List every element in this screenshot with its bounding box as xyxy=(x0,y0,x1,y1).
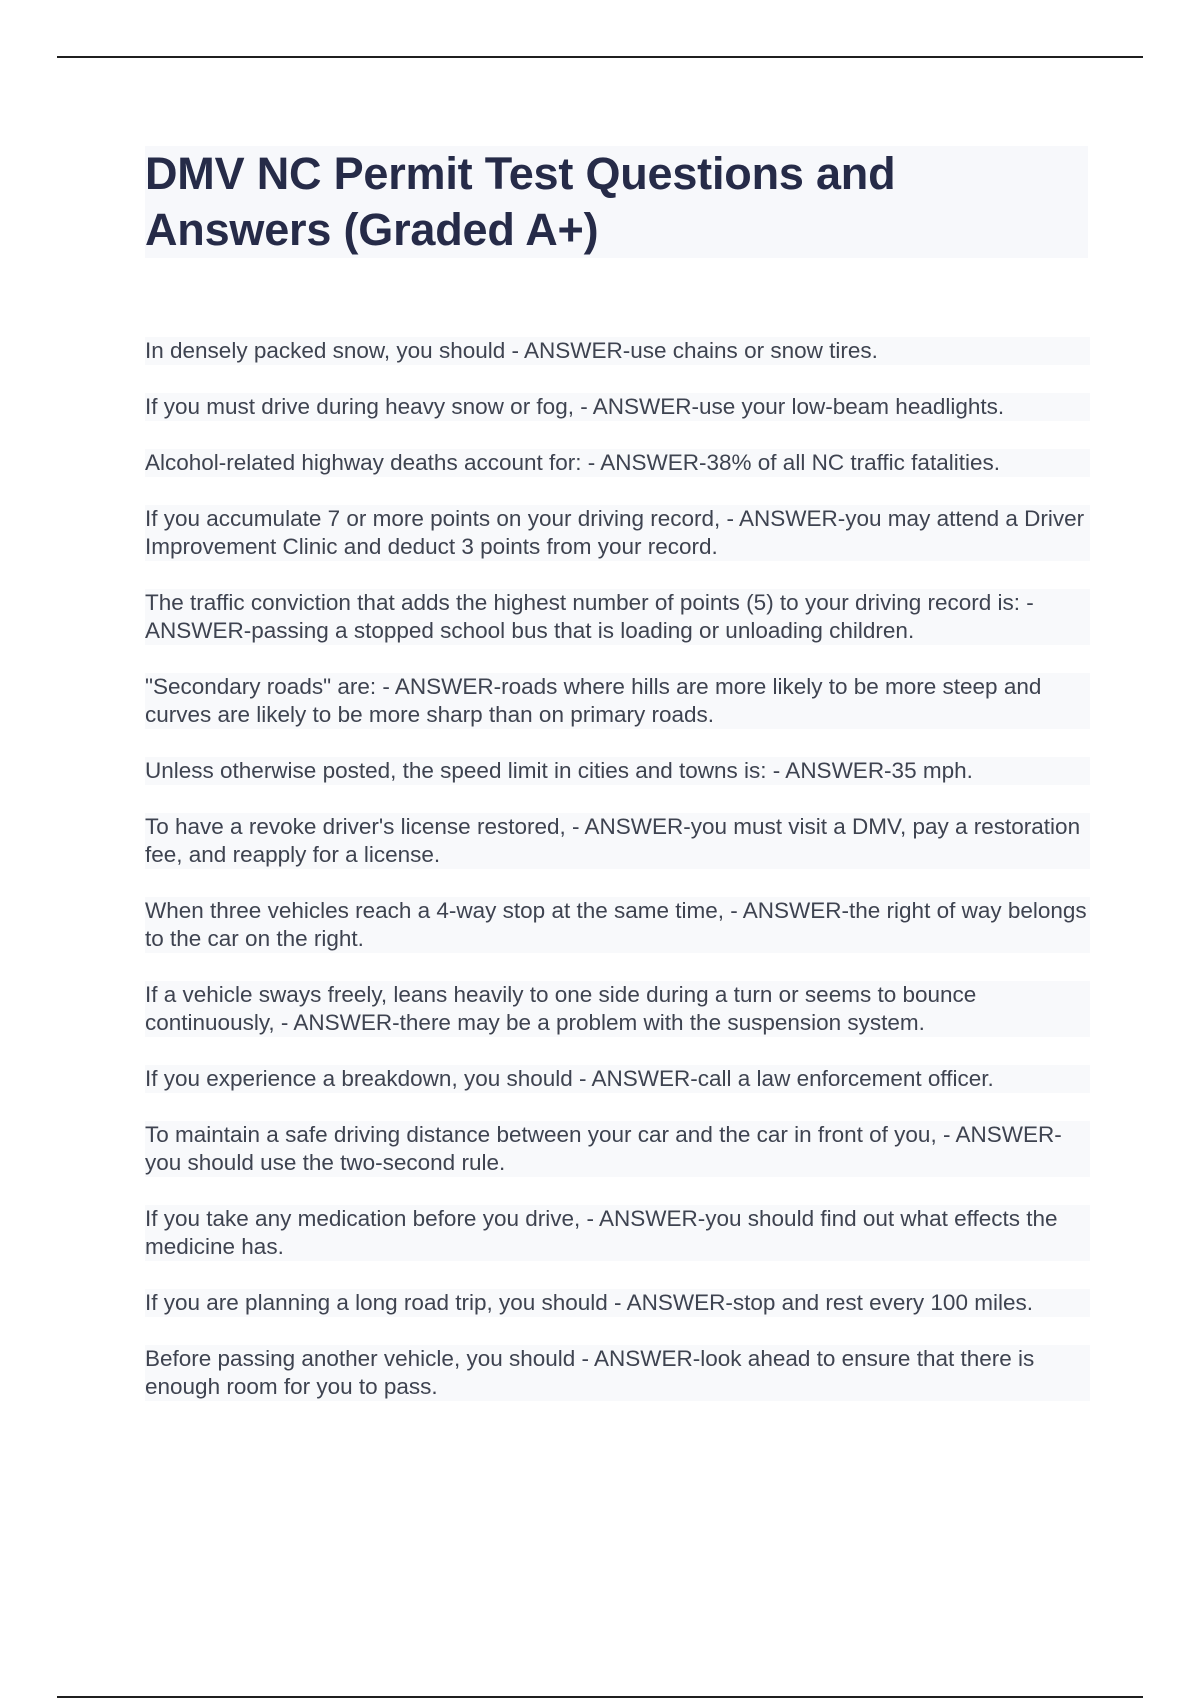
title-block xyxy=(145,146,1088,258)
qa-item: To maintain a safe driving distance between your car and the car in front of you, - ANSWER-you should use the two-second rule. xyxy=(145,1121,1090,1177)
qa-item: If you are planning a long road trip, you should - ANSWER-stop and rest every 100 miles. xyxy=(145,1289,1090,1317)
qa-item: If a vehicle sways freely, leans heavily to one side during a turn or seems to bounce continuously, - ANSWER-there may be a problem with the suspension system. xyxy=(145,981,1090,1037)
qa-item: Unless otherwise posted, the speed limit in cities and towns is: - ANSWER-35 mph. xyxy=(145,757,1090,785)
qa-item: In densely packed snow, you should - ANSWER-use chains or snow tires. xyxy=(145,337,1090,365)
qa-item: If you experience a breakdown, you should - ANSWER-call a law enforcement officer. xyxy=(145,1065,1090,1093)
qa-item: When three vehicles reach a 4-way stop at the same time, - ANSWER-the right of way belongs to the car on the right. xyxy=(145,897,1090,953)
bottom-rule xyxy=(57,1696,1143,1698)
qa-item: If you must drive during heavy snow or fog, - ANSWER-use your low-beam headlights. xyxy=(145,393,1090,421)
qa-item: If you accumulate 7 or more points on your driving record, - ANSWER-you may attend a Driver Improvement Clinic and deduct 3 points from your record. xyxy=(145,505,1090,561)
qa-item: Before passing another vehicle, you should - ANSWER-look ahead to ensure that there is enough room for you to pass. xyxy=(145,1345,1090,1401)
qa-item: Alcohol-related highway deaths account for: - ANSWER-38% of all NC traffic fatalities. xyxy=(145,449,1090,477)
qa-list xyxy=(145,337,1090,1401)
top-rule xyxy=(57,56,1143,58)
qa-item: To have a revoke driver's license restored, - ANSWER-you must visit a DMV, pay a restoration fee, and reapply for a license. xyxy=(145,813,1090,869)
qa-item: If you take any medication before you drive, - ANSWER-you should find out what effects the medicine has. xyxy=(145,1205,1090,1261)
qa-item: "Secondary roads" are: - ANSWER-roads where hills are more likely to be more steep and curves are likely to be more sharp than on primary roads. xyxy=(145,673,1090,729)
qa-item: The traffic conviction that adds the highest number of points (5) to your driving record is: - ANSWER-passing a stopped school bus that is loading or unloading children. xyxy=(145,589,1090,645)
document-title: DMV NC Permit Test Questions and Answers (Graded A+) xyxy=(145,148,896,255)
